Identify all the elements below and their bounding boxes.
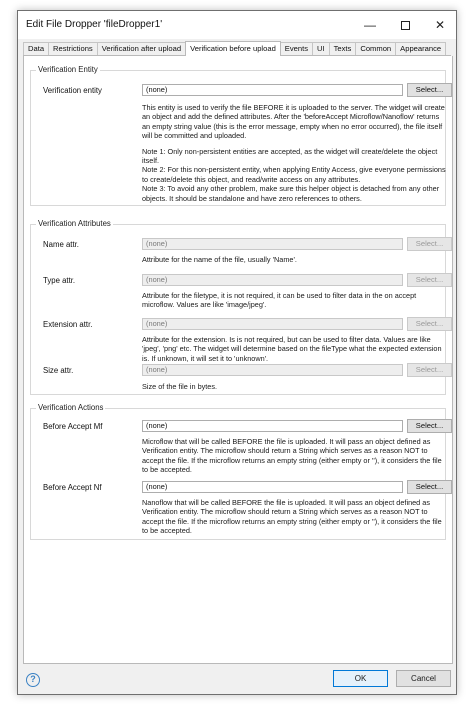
cancel-button[interactable]: Cancel [396, 670, 451, 687]
help-icon[interactable]: ? [26, 673, 40, 687]
before-accept-mf-description: Microflow that will be called BEFORE the file is uploaded. It will pass an object defined as Verification entity. The microflow should return a String which serves as a reason NOT to accept the file. If the microflow returns an empty string (either empty or ''), it considers the file to be accepted. [142, 437, 442, 475]
description-note-1: Note 1: Only non-persistent entities are accepted, as the widget will create/delete the object itself. [142, 146, 438, 166]
type-attr-field[interactable]: (none) [142, 274, 403, 286]
title-bar [18, 11, 456, 39]
before-accept-mf-field[interactable]: (none) [142, 420, 403, 432]
verification-entity-select-button[interactable]: Select... [407, 83, 452, 97]
type-attr-select-button[interactable]: Select... [407, 273, 452, 287]
group-title: Verification Actions [38, 403, 104, 412]
name-attr-label: Name attr. [43, 240, 79, 249]
extension-attr-description: Attribute for the extension. Is is not required, but can be used to filter data. Values are like 'jpeg', 'png' etc. The widget will determine based on the fileType what the expected extension is. If unknown, it will set it to 'unknown'. [142, 335, 442, 363]
verification-entity-description [142, 103, 448, 203]
before-accept-mf-label: Before Accept Mf [43, 422, 103, 431]
verification-entity-field[interactable]: (none) [142, 84, 403, 96]
tab-verification-after-upload[interactable]: Verification after upload [97, 42, 186, 55]
ok-button[interactable]: OK [333, 670, 388, 687]
tab-texts[interactable]: Texts [329, 42, 357, 55]
before-accept-nf-select-button[interactable]: Select... [407, 480, 452, 494]
tab-data[interactable]: Data [23, 42, 49, 55]
maximize-icon [401, 21, 410, 30]
description-note-2: Note 2: For this non-persistent entity, when applying Entity Access, give everyone permissions to create/delete this object, and read/write access on any attributes. [142, 165, 446, 184]
tab-restrictions[interactable]: Restrictions [48, 42, 98, 55]
name-attr-select-button[interactable]: Select... [407, 237, 452, 251]
before-accept-nf-field[interactable]: (none) [142, 481, 403, 493]
before-accept-mf-select-button[interactable]: Select... [407, 419, 452, 433]
type-attr-label: Type attr. [43, 276, 76, 285]
tab-verification-before-upload[interactable]: Verification before upload [185, 41, 281, 56]
type-attr-description: Attribute for the filetype, it is not required, it can be used to filter data in the on accept microflow. Values are like 'image/jpeg'. [142, 291, 417, 310]
verification-entity-group [30, 65, 446, 206]
before-accept-nf-description: Nanoflow that will be called BEFORE the file is uploaded. It will pass an object defined as Verification entity. The microflow should return a String which serves as a reason NOT to accept the file. If the microflow returns an empty string (either empty or ''), it considers the file to be accepted. [142, 498, 442, 536]
size-attr-field[interactable]: (none) [142, 364, 403, 376]
size-attr-select-button[interactable]: Select... [407, 363, 452, 377]
extension-attr-field[interactable]: (none) [142, 318, 403, 330]
tab-content [23, 56, 453, 664]
tab-appearance[interactable]: Appearance [395, 42, 446, 55]
tab-ui[interactable]: UI [312, 42, 330, 55]
before-accept-nf-label: Before Accept Nf [43, 483, 102, 492]
group-title: Verification Entity [38, 65, 98, 74]
tab-events[interactable]: Events [280, 42, 313, 55]
dialog-window [17, 10, 457, 695]
name-attr-field[interactable]: (none) [142, 238, 403, 250]
name-attr-description: Attribute for the name of the file, usually 'Name'. [142, 255, 297, 264]
verification-actions-group [30, 403, 446, 540]
verification-entity-label: Verification entity [43, 86, 102, 95]
window-title: Edit File Dropper 'fileDropper1' [26, 19, 163, 30]
description-note-3: Note 3: To avoid any other problem, make sure this helper object is detached from any other objects. It should be standalone and have zero references to others. [142, 184, 440, 203]
extension-attr-label: Extension attr. [43, 320, 93, 329]
close-button[interactable]: ✕ [434, 18, 446, 32]
tab-bar [23, 42, 451, 56]
tab-common[interactable]: Common [355, 42, 396, 55]
verification-attributes-group [30, 219, 446, 395]
maximize-button[interactable] [388, 11, 422, 39]
size-attr-description: Size of the file in bytes. [142, 382, 218, 391]
minimize-button[interactable]: — [364, 18, 376, 32]
description-paragraph: This entity is used to verify the file BEFORE it is uploaded to the server. The widget will create an object and add the defined attributes. After the 'beforeAccept Microflow/Nanoflow' returns an empty string value (this is the error message, empty when no error occurred), the file itself will be committed and uploaded. [142, 103, 445, 141]
group-title: Verification Attributes [38, 219, 111, 228]
extension-attr-select-button[interactable]: Select... [407, 317, 452, 331]
size-attr-label: Size attr. [43, 366, 74, 375]
